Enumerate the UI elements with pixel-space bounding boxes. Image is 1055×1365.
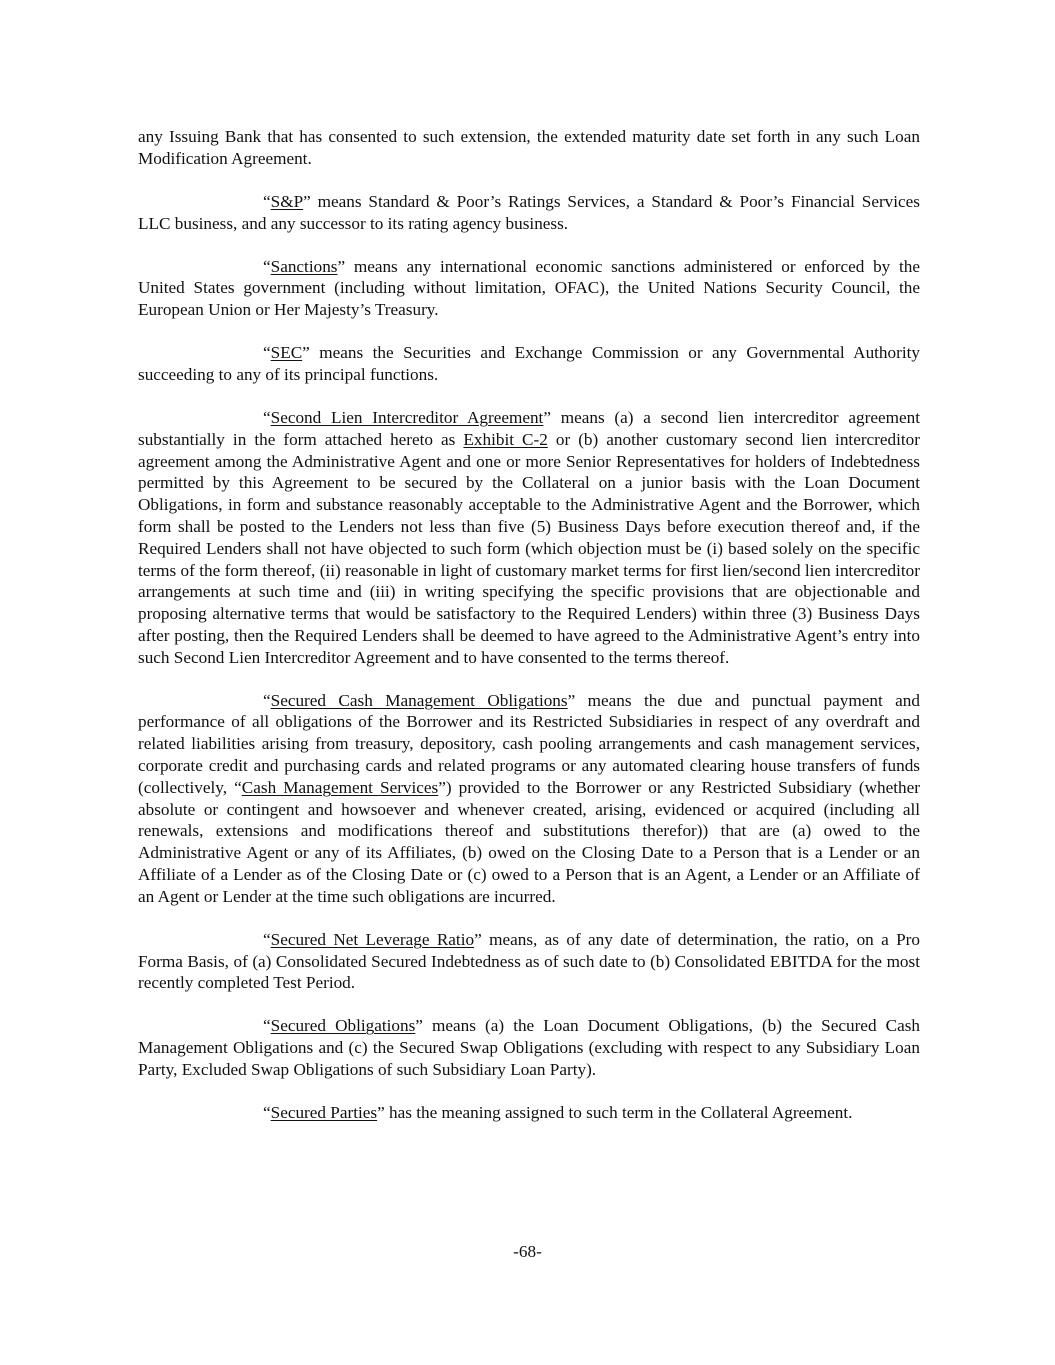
definition-secured-net-leverage-ratio (138, 929, 920, 994)
document-body (138, 126, 920, 1145)
defined-term: Secured Net Leverage Ratio (270, 929, 475, 949)
definition-secured-cash-management-obligations (138, 690, 920, 908)
paragraph-text: any Issuing Bank that has consented to such extension, the extended maturity date set forth in any such Loan Modification Agreement. (138, 127, 920, 168)
definition-text: means, as of any date of determination, the ratio, on a Pro Forma Basis, of (a) Consolidated Secured Indebtedness as of such date to (b) Consolidated EBITDA for the most recently completed Test Period. (138, 929, 920, 993)
definition-sec (138, 342, 920, 386)
defined-term: Secured Obligations (270, 1016, 416, 1036)
page-number: -68- (513, 1242, 542, 1261)
open-quote: “ (263, 343, 271, 363)
open-quote: “ (263, 690, 271, 710)
open-quote: “ (263, 407, 271, 427)
defined-term: Secured Parties (270, 1102, 378, 1122)
inline-defined-term: Cash Management Services (241, 777, 439, 797)
definition-text: means (a) a second lien intercreditor agreement substantially in the form attached hereto as (138, 407, 920, 449)
definition-sanctions (138, 256, 920, 321)
close-quote: ” (415, 1016, 423, 1036)
definition-secured-parties (138, 1102, 920, 1124)
definition-text: has the meaning assigned to such term in the Collateral Agreement. (384, 1102, 853, 1122)
close-quote: ” (303, 191, 311, 211)
close-quote: ” (302, 343, 310, 363)
close-quote: ” (543, 407, 551, 427)
open-quote: “ (263, 1102, 271, 1122)
definition-secured-obligations (138, 1015, 920, 1080)
close-quote: ” (567, 690, 576, 710)
open-quote: “ (263, 1016, 271, 1036)
definition-text: means the Securities and Exchange Commission or any Governmental Authority succeeding to any of its principal functions. (138, 343, 920, 384)
close-quote: ” (474, 929, 482, 949)
defined-term: Sanctions (270, 256, 338, 276)
open-quote: “ (263, 929, 271, 949)
definition-text: means Standard & Poor’s Ratings Services, a Standard & Poor’s Financial Services LLC business, and any successor to its rating agency business. (138, 191, 920, 233)
exhibit-reference: Exhibit C-2 (463, 429, 548, 449)
definition-sp (138, 191, 920, 235)
close-quote: ” (377, 1102, 385, 1122)
definition-text: means the due and punctual payment and performance of all obligations of the Borrower and its Restricted Subsidiaries in respect of any overdraft and related liabilities arising from treasury, depository, cash pooling arrangements and cash management services, corporate credit and purchasing cards and related programs or any automated clearing house transfers of funds (collectively, “ (138, 690, 920, 797)
defined-term: Second Lien Intercreditor Agreement (270, 407, 544, 427)
definition-text: means (a) the Loan Document Obligations, (b) the Secured Cash Management Obligations and (c) the Secured Swap Obligations (excluding with respect to any Subsidiary Loan Party, Excluded Swap Obligations of such Subsidiary Loan Party). (138, 1016, 920, 1079)
close-quote: ” (337, 256, 346, 276)
open-quote: “ (263, 191, 271, 211)
defined-term: Secured Cash Management Obligations (270, 690, 568, 710)
definition-text: means any international economic sanctions administered or enforced by the United States government (including without limitation, OFAC), the United Nations Security Council, the European Union or Her Majesty’s Treasury. (138, 256, 920, 320)
definition-text-continued: or (b) another customary second lien intercreditor agreement among the Administrative Agent and one or more Senior Representatives for holders of Indebtedness permitted by this Agreement to be secured by the Collateral on a junior basis with the Loan Document Obligations, in form and substance reasonably acceptable to the Administrative Agent and the Borrower, which form shall be posted to the Lenders not less than five (5) Business Days before execution thereof and, if the Required Lenders shall not have objected to such form (which objection must be (i) based solely on the specific terms of the form thereof, (ii) reasonable in light of customary market terms for first lien/second lien intercreditor arrangements at such time and (iii) in writing specifying the specific provisions that are objectionable and proposing alternative terms that would be satisfactory to the Required Lenders) within three (3) Business Days after posting, then the Required Lenders shall be deemed to have agreed to the Administrative Agent’s entry into such Second Lien Intercreditor Agreement and to have consented to the terms thereof. (138, 429, 920, 667)
paragraph-continuation (138, 126, 920, 170)
definition-second-lien-intercreditor-agreement (138, 407, 920, 669)
defined-term: S&P (270, 191, 304, 211)
definition-text-continued: ”) provided to the Borrower or any Restricted Subsidiary (whether absolute or contingent and howsoever and whenever created, arising, evidenced or acquired (including all renewals, extensions and modifications thereof and substitutions therefor)) that are (a) owed to the Administrative Agent or any of its Affiliates, (b) owed on the Closing Date to a Person that is a Lender or an Affiliate of a Lender as of the Closing Date or (c) owed to a Person that is an Agent, a Lender or an Affiliate of an Agent or Lender at the time such obligations are incurred. (138, 777, 920, 906)
open-quote: “ (263, 256, 271, 276)
defined-term: SEC (270, 343, 303, 363)
